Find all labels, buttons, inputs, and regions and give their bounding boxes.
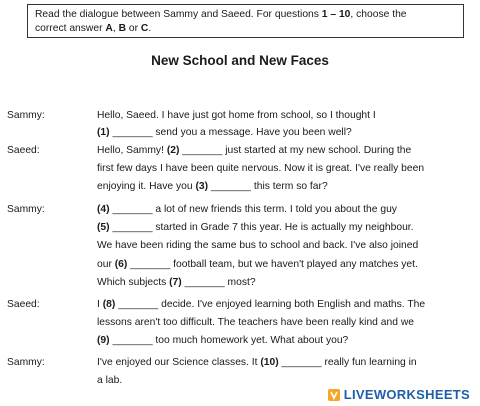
speaker-saeed-2: Saeed:: [7, 299, 40, 310]
dialogue-line: [97, 126, 352, 140]
instructions-range: 1 – 10: [321, 9, 351, 20]
option-c: C: [140, 23, 149, 34]
dialogue-line: lessons aren't too difficult. The teachers have been really kind and we: [97, 317, 414, 328]
dialogue-line: [97, 180, 328, 194]
watermark-text: LIVEWORKSHEETS: [343, 387, 470, 402]
dialogue-line: [97, 258, 418, 272]
comma: ,: [112, 23, 119, 34]
option-b: B: [118, 23, 126, 34]
question-1-number: (1): [97, 127, 110, 138]
question-5-number: (5): [97, 222, 110, 233]
instructions-text-3: correct answer: [35, 23, 106, 34]
speaker-sammy-3: Sammy:: [7, 357, 45, 368]
dialogue-text: Hello, Sammy!: [97, 145, 167, 156]
dialogue-text: I: [97, 299, 103, 310]
or-text: or: [126, 23, 141, 34]
dialogue-text: _______ send you a message. Have you been well?: [109, 127, 352, 138]
dialogue-text: Which subjects: [97, 277, 170, 288]
question-4-number: (4): [97, 204, 110, 215]
dialogue-text: _______ just started at my new school. During the: [179, 145, 412, 156]
speaker-sammy-1: Sammy:: [7, 110, 45, 121]
dialogue-text: _______ really fun learning in: [278, 357, 417, 368]
dialogue-line: [97, 276, 256, 290]
dialogue-text: _______ decide. I've enjoyed learning both English and maths. The: [115, 299, 426, 310]
question-7-number: (7): [169, 277, 182, 288]
dialogue-line: [97, 334, 348, 348]
dialogue-line: Hello, Saeed. I have just got home from school, so I thought I: [97, 110, 376, 121]
instructions-text-1: Read the dialogue between Sammy and Saeed. For questions: [35, 9, 322, 20]
question-2-number: (2): [166, 145, 180, 156]
dialogue-line: a lab.: [97, 375, 123, 386]
question-8-number: (8): [102, 299, 116, 310]
page-title: New School and New Faces: [151, 53, 329, 68]
question-6-number: (6): [114, 259, 128, 270]
instructions-text-2: , choose the: [350, 9, 407, 20]
liveworksheets-logo-icon: [327, 388, 341, 402]
dialogue-text: I've enjoyed our Science classes. It: [97, 357, 261, 368]
watermark: [327, 387, 470, 402]
dialogue-text: _______ this term so far?: [208, 181, 328, 192]
dialogue-text: enjoying it. Have you: [97, 181, 196, 192]
dialogue-line: We have been riding the same bus to school and back. I've also joined: [97, 240, 419, 251]
question-3-number: (3): [195, 181, 209, 192]
option-a: A: [105, 23, 113, 34]
dialogue-text: _______ a lot of new friends this term. I told you about the guy: [109, 204, 397, 215]
dialogue-line: first few days I have been quite nervous. Now it is great. I've really been: [97, 163, 425, 174]
dialogue-text: _______ too much homework yet. What about you?: [109, 335, 349, 346]
dialogue-line: [97, 144, 411, 158]
period: .: [148, 23, 152, 34]
dialogue-text: our: [97, 259, 115, 270]
dialogue-line: [97, 221, 414, 235]
dialogue-line: [97, 298, 425, 312]
dialogue-line: [97, 356, 417, 370]
dialogue-text: _______ most?: [181, 277, 256, 288]
instructions-box: [27, 4, 464, 38]
dialogue-line: [97, 203, 397, 217]
question-10-number: (10): [260, 357, 279, 368]
speaker-sammy-2: Sammy:: [7, 204, 45, 215]
dialogue-text: _______ football team, but we haven't played any matches yet.: [127, 259, 418, 270]
speaker-saeed-1: Saeed:: [7, 145, 40, 156]
question-9-number: (9): [97, 335, 110, 346]
dialogue-text: _______ started in Grade 7 this year. He is actually my neighbour.: [109, 222, 414, 233]
